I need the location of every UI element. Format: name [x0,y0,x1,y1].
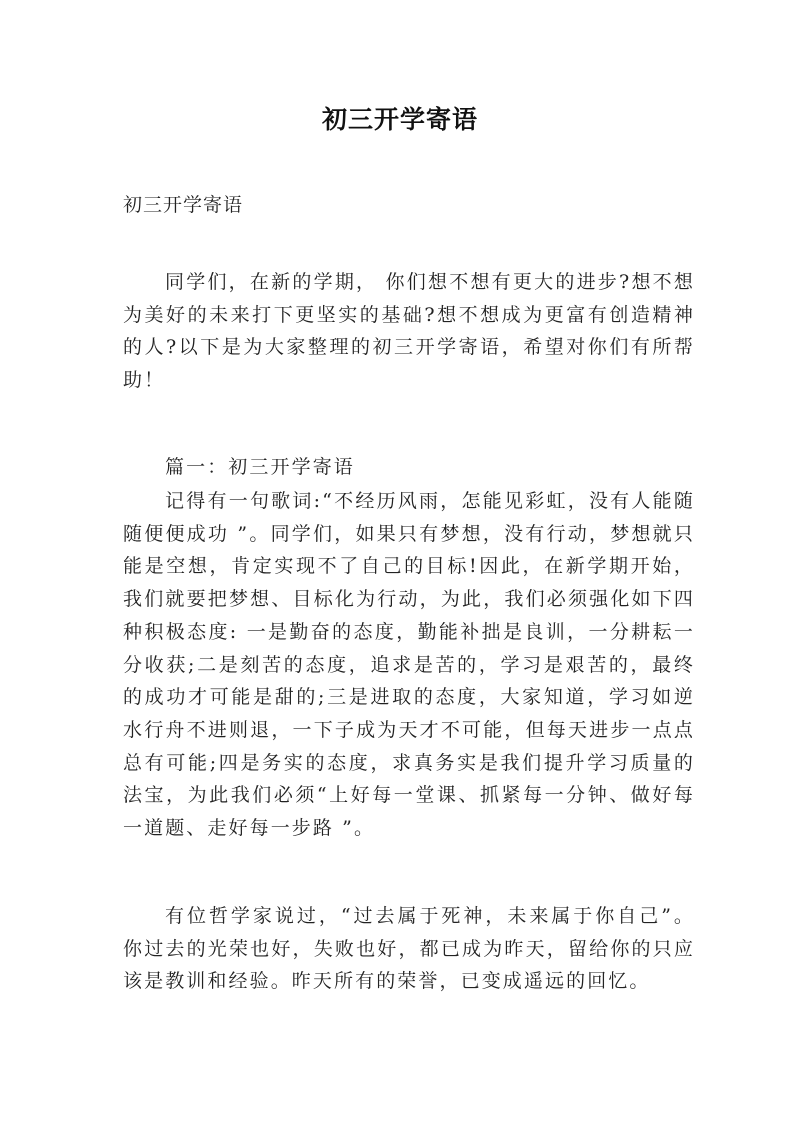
document-subtitle: 初三开学寄语 [123,194,244,216]
body-paragraph-1: 记得有一句歌词:“不经历风雨，怎能见彩虹，没有人能随随便便成功 ”。同学们，如果只有梦想，没有行动，梦想就只能是空想，肯定实现不了自己的目标!因此，在新学期开始，我们就要把梦想、目标化为行动，为此，我们必须强化如下四种积极态度: 一是勤奋的态度，勤能补拙是良训，一分耕耘一分收获;二是刻苦的态度，追求是苦的，学习是艰苦的，最终的成功才可能是甜的;三是进取的态度，大家知道，学习如逆水行舟不进则退，一下子成为天才不可能，但每天进步一点点总有可能;四是务实的态度，求真务实是我们提升学习质量的法宝，为此我们必须“上好每一堂课、抓紧每一分钟、做好每一道题、走好每一步路 ”。 [123,490,695,840]
document-title: 初三开学寄语 [321,105,478,134]
section-heading: 篇一：初三开学寄语 [165,456,355,478]
body-paragraph-2: 有位哲学家说过，“过去属于死神，未来属于你自己”。你过去的光荣也好，失败也好，都已成为昨天，留给你的只应该是教训和经验。昨天所有的荣誉，已变成遥远的回忆。 [123,905,695,993]
intro-paragraph: 同学们，在新的学期， 你们想不想有更大的进步?想不想为美好的未来打下更坚实的基础?想不想成为更富有创造精神的人?以下是为大家整理的初三开学寄语，希望对你们有所帮助！ [123,271,695,392]
